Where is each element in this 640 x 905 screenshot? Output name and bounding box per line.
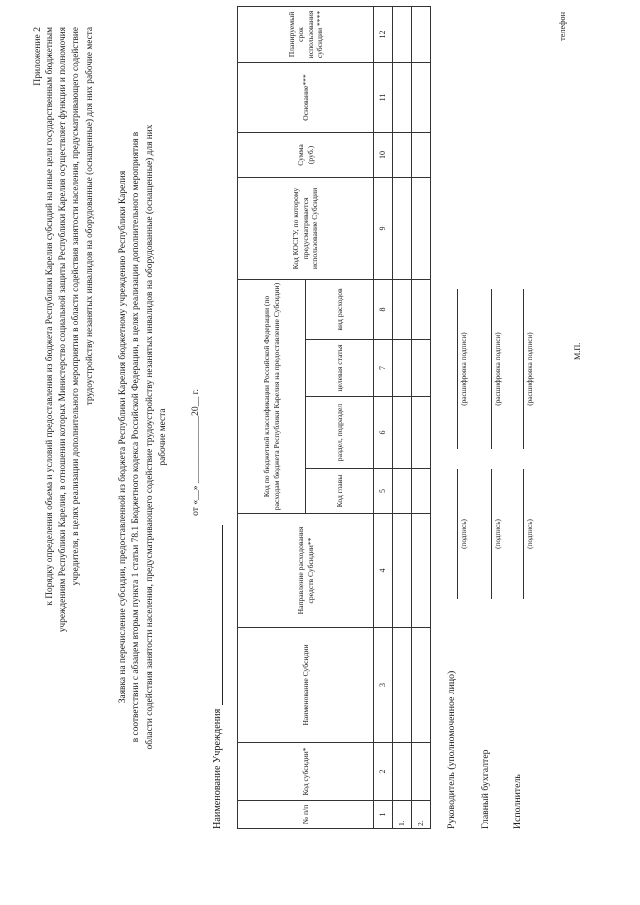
accountant-sign-caption: (подпись): [494, 519, 502, 549]
header-budget-classification: Код по бюджетной классификации Российской Федерации (по расходам бюджета Республики Карелия на предоставление Субсидии): [238, 279, 306, 513]
table-cell: [412, 6, 431, 62]
table-cell: [412, 514, 431, 628]
accountant-sign-line: [491, 469, 492, 599]
table-cell: [412, 177, 431, 279]
head-label: Руководитель (уполномоченное лицо): [446, 670, 457, 829]
date-line: от «__» ______________20__ г.: [190, 389, 201, 516]
accountant-decode-line: [491, 289, 492, 449]
column-number: 7: [374, 340, 393, 397]
column-number: 5: [374, 469, 393, 514]
table-cell: [412, 469, 431, 514]
executor-decode-line: [523, 289, 524, 449]
table-row: [393, 6, 412, 828]
table-cell: [393, 514, 412, 628]
table-cell: [393, 132, 412, 177]
order-line-1: к Порядку определения объема и условий предоставления из бюджета Республики Карелия субсидий на иные цели государственным бюджетным: [45, 27, 55, 606]
header-expense-type: вид расходов: [306, 279, 374, 339]
title-line-1: Заявка на перечисление субсидии, предоставленной из бюджета Республики Карелия бюджетному учреждению Республики Карелия: [118, 170, 128, 704]
order-line-2: учреждениям Республики Карелия, в отношении которых Министерство социальной защиты Республики Карелия осуществляет функции и полномочия: [58, 27, 69, 633]
column-number: 4: [374, 514, 393, 628]
table-cell: [393, 62, 412, 132]
table-cell: [412, 340, 431, 397]
column-number: 6: [374, 397, 393, 469]
row-number: 2.: [412, 801, 431, 829]
column-number: 10: [374, 132, 393, 177]
appendix-order-text: [44, 27, 97, 835]
subsidy-table-wrapper: [237, 7, 431, 829]
table-cell: [412, 279, 431, 339]
column-number: 9: [374, 177, 393, 279]
institution-blank-line: [212, 525, 223, 705]
title-line-3: области содействия занятости населения, предусматривающего содействие трудоустройству незанятых инвалидов на оборудованные (оснащенные) для них: [144, 124, 155, 750]
row-number: 1.: [393, 801, 412, 829]
column-number: 1: [374, 801, 393, 829]
table-row: [412, 6, 431, 828]
head-sign-line: [457, 469, 458, 599]
header-chapter-code: Код главы: [306, 469, 374, 514]
column-number: 12: [374, 6, 393, 62]
header-basis: Основание***: [238, 62, 374, 132]
executor-decode-caption: (расшифровка подписи): [526, 332, 534, 406]
title-line-4: рабочие места: [158, 408, 169, 466]
phone-label: телефон: [558, 12, 567, 41]
head-decode-caption: (расшифровка подписи): [460, 332, 468, 406]
column-number-row: [374, 6, 393, 828]
accountant-label: Главный бухгалтер: [480, 749, 491, 829]
executor-sign-line: [523, 469, 524, 599]
table-cell: [393, 469, 412, 514]
table-cell: [393, 177, 412, 279]
table-cell: [393, 340, 412, 397]
header-term: Планируемый срок использования субсидии ****: [238, 6, 374, 62]
table-cell: [393, 6, 412, 62]
header-section: раздел, подраздел: [306, 397, 374, 469]
document-title: [117, 77, 170, 797]
table-cell: [412, 132, 431, 177]
order-line-4: трудоустройству незанятых инвалидов на оборудованные (оснащенные) для них рабочие места: [84, 27, 95, 406]
institution-field: [212, 525, 223, 829]
appendix-number: Приложение 2: [32, 27, 43, 86]
accountant-decode-caption: (расшифровка подписи): [494, 332, 502, 406]
header-target-article: целевая статья: [306, 340, 374, 397]
order-line-3: учредителя, в целях реализации дополнительного мероприятия в области содействия занятости населения, предусматривающего содействие: [71, 27, 82, 586]
table-cell: [393, 743, 412, 801]
table-cell: [412, 397, 431, 469]
header-no: № п/п: [238, 801, 374, 829]
column-number: 11: [374, 62, 393, 132]
header-kosgu: Код КОСГУ, по которому предусматривается использование Субсидии: [238, 177, 374, 279]
head-sign-caption: (подпись): [460, 519, 468, 549]
column-number: 3: [374, 628, 393, 743]
header-code: Код субсидии*: [238, 743, 374, 801]
institution-label: Наименование Учреждения: [212, 708, 223, 829]
head-decode-line: [457, 289, 458, 449]
subsidy-table: [237, 6, 431, 829]
table-cell: [412, 628, 431, 743]
header-name: Наименование Субсидии: [238, 628, 374, 743]
header-direction: Направление расходования средств Субсидии**: [238, 514, 374, 628]
column-number: 2: [374, 743, 393, 801]
table-cell: [393, 397, 412, 469]
table-cell: [412, 743, 431, 801]
appendix-heading: [32, 27, 45, 86]
header-sum: Сумма (руб.): [238, 132, 374, 177]
table-cell: [393, 628, 412, 743]
title-line-2: в соответствии с абзацем вторым пункта 1 статьи 78.1 Бюджетного кодекса Российской Федерации, в целях реализации дополнительного мероприятия в: [131, 131, 142, 743]
executor-label: Исполнитель: [512, 774, 523, 829]
stamp-place-label: М.П.: [573, 342, 582, 360]
column-number: 8: [374, 279, 393, 339]
table-cell: [412, 62, 431, 132]
executor-sign-caption: (подпись): [526, 519, 534, 549]
table-cell: [393, 279, 412, 339]
